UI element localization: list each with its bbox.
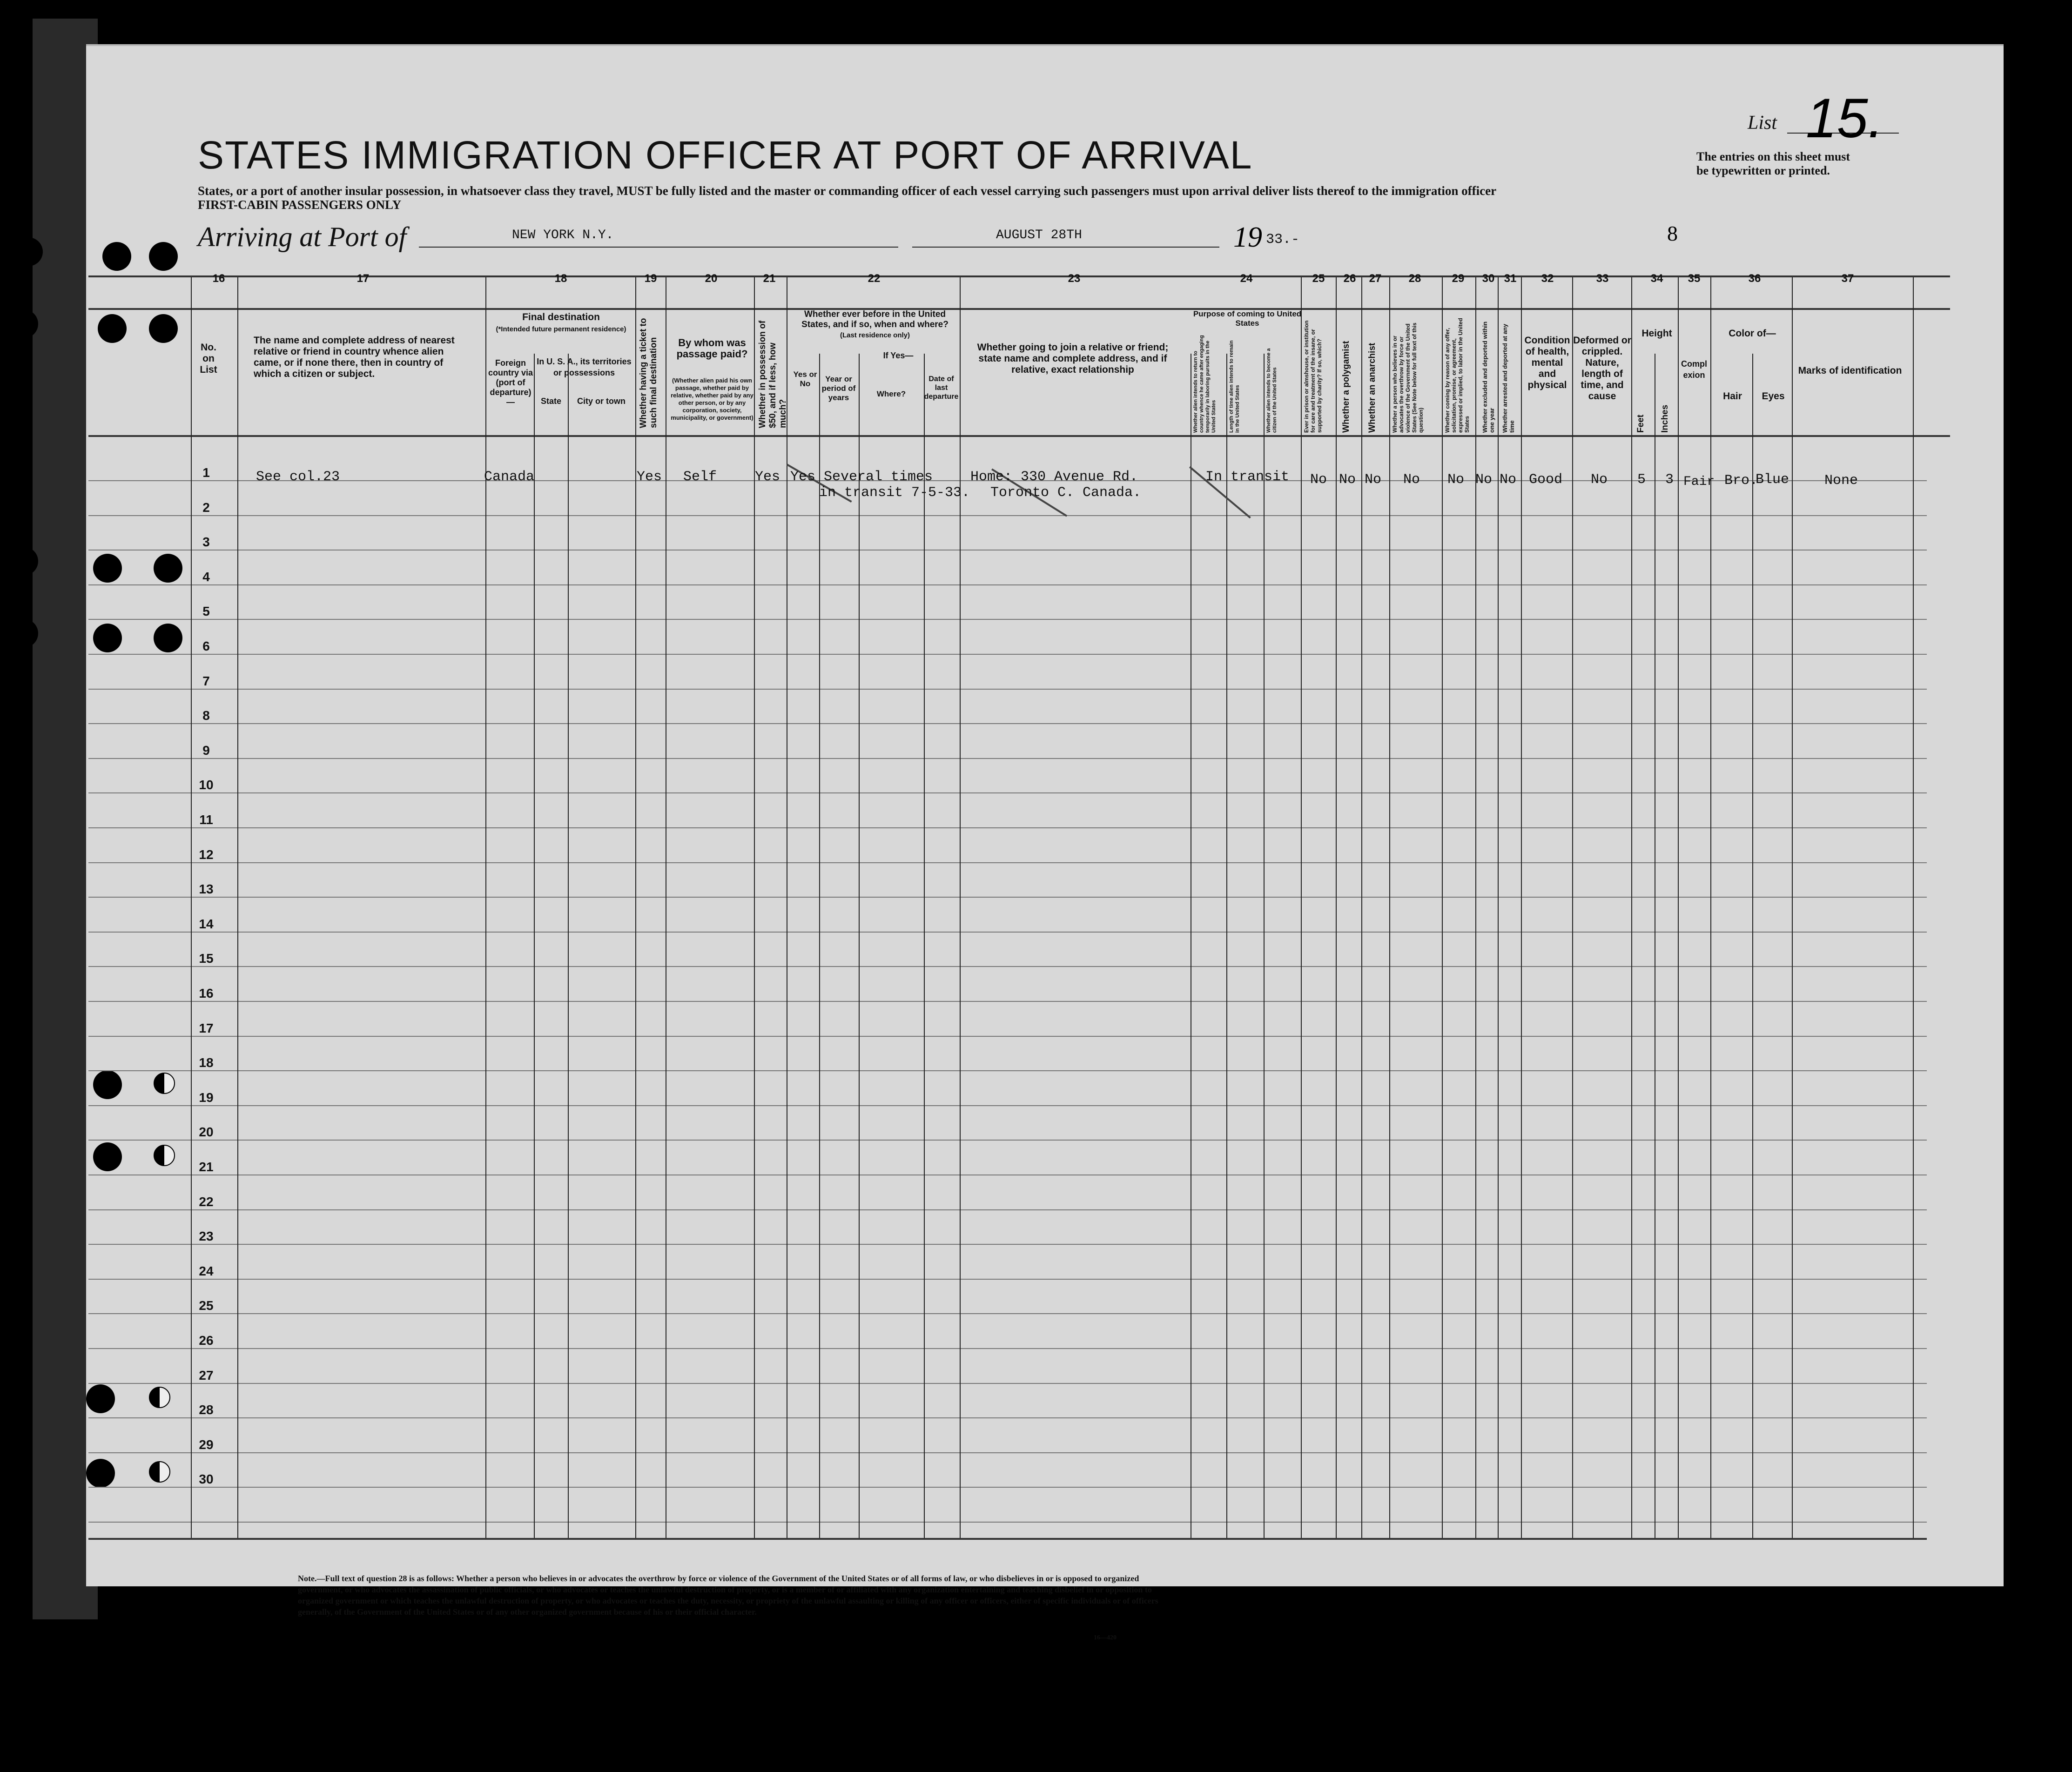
row-rule (88, 1279, 1927, 1280)
row-rule (88, 1209, 1927, 1210)
header-hair: Hair (1723, 391, 1742, 402)
row-number: 4 (202, 570, 210, 584)
row-number: 14 (199, 917, 214, 931)
entry-period-line-1: Several times (824, 469, 933, 485)
header-year-period: Year or period of years (821, 375, 856, 402)
binder-hole (9, 309, 38, 338)
row-rule (88, 1001, 1927, 1002)
row-rule (88, 966, 1927, 967)
entry-eyes: Blue (1756, 472, 1789, 488)
column-number: 23 (1068, 272, 1081, 285)
row-rule (88, 1140, 1927, 1141)
entry-period-line-2: in transit 7-5-33. (819, 485, 970, 501)
row-number: 8 (202, 708, 210, 723)
column-rule (1389, 277, 1390, 1538)
final-destination-label: Final destination (522, 312, 600, 322)
arrival-year: 33.- (1266, 232, 1300, 248)
row-rule (88, 1313, 1927, 1314)
row-number: 28 (199, 1403, 214, 1417)
header-ever-before (791, 309, 959, 341)
binder-hole (149, 314, 178, 343)
header-q30: Whether excluded and deported within one year (1481, 321, 1495, 433)
port-underline (419, 247, 898, 248)
row-rule (88, 1348, 1927, 1349)
row-number: 23 (199, 1229, 214, 1243)
row-rule (88, 584, 1927, 585)
row-rule (88, 792, 1927, 793)
column-rule (1301, 277, 1302, 1538)
row-rule (88, 619, 1927, 620)
port-of-arrival: NEW YORK N.Y. (512, 228, 614, 242)
arrival-date: AUGUST 28TH (996, 228, 1082, 242)
column-number: 18 (554, 272, 567, 285)
binder-hole (93, 1142, 122, 1171)
column-rule (534, 354, 535, 1538)
column-number: 32 (1541, 272, 1554, 285)
entry-fifty-dollars: Yes (755, 469, 780, 485)
binder-hole (149, 1461, 170, 1483)
header-condition: Condition of health, mental and physical (1524, 335, 1570, 390)
entry-inches: 3 (1665, 472, 1674, 488)
column-number: 30 (1482, 272, 1495, 285)
column-rule (754, 277, 755, 1538)
ever-before-label: Whether ever before in the United States, and if so, when and where? (801, 309, 949, 329)
entry-deformed: No (1591, 472, 1608, 488)
row-rule (88, 654, 1927, 655)
column-rule (1361, 277, 1362, 1538)
header-q31: Whether arrested and deported at any time (1501, 323, 1515, 433)
date-underline (912, 247, 1219, 248)
page-title: STATES IMMIGRATION OFFICER AT PORT OF ARRIVAL (198, 133, 1253, 177)
row-number: 13 (199, 882, 214, 896)
column-rule (1226, 354, 1227, 1538)
column-rule (1572, 277, 1573, 1538)
binder-hole (154, 624, 182, 652)
list-number: 15. (1806, 87, 1884, 149)
binder-hole (154, 1145, 175, 1166)
header-q28: Whether a person who believes in or advocates the overthrow by force or violence of the Government of the United States (See Note below for full text of this question) (1392, 322, 1424, 433)
binder-hole (102, 242, 131, 271)
row-rule (88, 897, 1927, 898)
column-number: 31 (1504, 272, 1517, 285)
column-rule (1336, 277, 1337, 1538)
header-yes-no: Yes or No (793, 370, 817, 388)
header-in-usa: In U. S. A., its territories or possessions (537, 357, 632, 377)
arriving-label: Arriving at Port of (198, 222, 407, 252)
header-inches: Inches (1660, 404, 1670, 433)
column-number: 33 (1596, 272, 1609, 285)
column-rule (1264, 354, 1265, 1538)
column-number: 36 (1748, 272, 1761, 285)
typewritten-note (1696, 150, 1850, 178)
column-rule (859, 354, 860, 1538)
column-number: 25 (1312, 272, 1325, 285)
binder-hole (154, 1073, 175, 1094)
entry-q26: No (1339, 472, 1356, 488)
header-fifty-dollars: Whether in possession of $50, and if less, how much? (758, 320, 788, 428)
header-rule (88, 308, 1950, 310)
entry-q30: No (1475, 472, 1493, 488)
footnote-question-28: Note.—Full text of question 28 is as follows: Whether a person who believes in or advocates the overthrow by force or violence of the Government of the United States or of all forms of law, or who disbelieves in or is opposed to organized government, or who advocates the assassination of public officials, or who advocates or teaches the unlawful destruction of property, or is a member of or affiliated with any organization entertaining and teaching disbelief in or opposition to organized government or which teaches the unlawful destruction of property, or who advocates or teaches the duty, necessity, or propriety of the unlawful assaulting or killing of any officer or officers, either of specific individuals or of officers generally, of the Government of the United States or of any other organized government because of his or their official character. (298, 1574, 1158, 1617)
entry-foreign-country: Canada (484, 469, 535, 485)
entry-hair: Bro. (1724, 473, 1758, 489)
entry-marks: None (1824, 473, 1858, 489)
column-rule (1752, 354, 1753, 1538)
entry-feet: 5 (1637, 472, 1646, 488)
row-rule (88, 1487, 1927, 1488)
row-rule (88, 1070, 1927, 1071)
entry-q27: No (1365, 472, 1382, 488)
row-rule (88, 1244, 1927, 1245)
row-number: 17 (199, 1021, 214, 1035)
binder-hole (86, 1384, 115, 1413)
entry-passage: Self (683, 469, 717, 485)
entry-q31: No (1500, 472, 1517, 488)
row-number: 1 (202, 465, 210, 480)
row-rule (88, 932, 1927, 933)
row-number: 25 (199, 1298, 214, 1313)
column-rule (1498, 277, 1499, 1538)
year-prefix: 19 (1233, 222, 1262, 253)
header-purpose-a: Whether alien intends to return to country whence he came after engaging temporarily in laboring pursuits in the United States (1193, 335, 1217, 433)
binder-hole (9, 619, 38, 648)
header-anarchist: Whether an anarchist (1367, 342, 1377, 433)
column-rule (485, 277, 486, 1538)
row-rule (88, 723, 1927, 724)
binder-hole (86, 1459, 115, 1488)
header-passage-note: (Whether alien paid his own passage, whether paid by relative, whether paid by any other person, or by any corporation, society, municipality, or government) (671, 377, 753, 421)
row-number: 21 (199, 1160, 214, 1174)
row-number: 18 (199, 1055, 214, 1070)
header-date-departure: Date of last departure (924, 375, 959, 401)
last-residence-note: (Last residence only) (840, 331, 910, 339)
column-number: 19 (644, 272, 657, 285)
row-rule (88, 515, 1927, 516)
row-rule (88, 827, 1927, 828)
column-rule (568, 354, 569, 1538)
column-rule (819, 354, 820, 1538)
row-rule (88, 758, 1927, 759)
entry-q29: No (1447, 472, 1465, 488)
binder-hole (98, 314, 127, 343)
row-number: 6 (202, 639, 210, 653)
list-label: List (1748, 112, 1777, 134)
column-rule (191, 277, 192, 1538)
header-prison: Ever in prison or almshouse, or institution for care and treatment of the insane, or supported by charity? If so, which? (1303, 320, 1323, 433)
header-if-yes: If Yes— (883, 351, 914, 360)
binder-hole (149, 242, 178, 271)
row-number: 2 (202, 500, 210, 515)
entry-purpose: In transit (1205, 469, 1290, 485)
row-number: 26 (199, 1333, 214, 1348)
row-number: 7 (202, 674, 210, 688)
column-rule (1710, 277, 1711, 1538)
header-complexion: Complexion (1681, 359, 1707, 380)
row-number: 5 (202, 604, 210, 618)
column-number: 16 (212, 272, 225, 285)
row-number: 19 (199, 1090, 214, 1105)
row-number: 22 (199, 1195, 214, 1209)
entry-q28: No (1403, 472, 1420, 488)
header-color-of: Color of— (1729, 328, 1776, 339)
row-rule (88, 1522, 1927, 1523)
row-number: 3 (202, 535, 210, 549)
column-number: 35 (1688, 272, 1701, 285)
header-instruction: States, or a port of another insular possession, in whatsoever class they travel, MUST be fully listed and the master or commanding officer of each vessel carrying such passengers must upon arrival deliver lists thereof to the immigration officer (198, 184, 1497, 198)
header-bottom-rule (88, 435, 1950, 437)
column-rule (1913, 277, 1914, 1538)
manifest-sheet-number: 8 (1667, 222, 1678, 245)
header-where: Where? (876, 389, 906, 398)
row-rule (88, 1452, 1927, 1453)
column-rule (1792, 277, 1793, 1538)
row-rule (88, 1105, 1927, 1106)
header-deformed: Deformed or crippled. Nature, length of time, and cause (1573, 335, 1631, 402)
header-polygamist: Whether a polygamist (1341, 341, 1351, 433)
column-number: 34 (1650, 272, 1663, 285)
header-marks: Marks of identification (1798, 365, 1902, 376)
row-rule (88, 689, 1927, 690)
header-passage-paid: By whom was passage paid? (676, 337, 748, 360)
header-state: State (540, 396, 561, 406)
entry-condition: Good (1529, 472, 1563, 488)
binder-hole (154, 554, 182, 583)
binder-hole (93, 624, 122, 652)
column-rule (1442, 277, 1443, 1538)
header-city: City or town (577, 396, 626, 406)
header-ticket: Whether having a ticket to such final destination (639, 318, 659, 428)
column-rule (960, 277, 961, 1538)
row-rule (88, 862, 1927, 863)
header-eyes: Eyes (1762, 391, 1785, 402)
column-rule (1678, 277, 1679, 1538)
row-number: 30 (199, 1472, 214, 1486)
row-number: 10 (199, 778, 214, 792)
row-rule (88, 1383, 1927, 1384)
entry-ever-before: Yes (790, 469, 816, 485)
final-destination-note: (*Intended future permanent residence) (496, 325, 626, 333)
binder-hole (149, 1387, 170, 1408)
header-q29: Whether coming by reason of any offer, solicitation, promise, or agreement, expressed or implied, to labor in the United States (1444, 318, 1470, 433)
header-feet: Feet (1636, 414, 1646, 433)
header-height: Height (1641, 328, 1672, 339)
header-purpose: Purpose of coming to United States (1193, 309, 1302, 328)
column-number: 17 (357, 272, 370, 285)
binder-hole (9, 547, 38, 576)
column-rule (1475, 277, 1476, 1538)
column-rule (635, 277, 636, 1538)
row-number: 15 (199, 951, 214, 966)
header-final-destination (488, 312, 634, 335)
column-number: 22 (868, 272, 881, 285)
row-rule (88, 1417, 1927, 1418)
header-nearest-relative: The name and complete address of nearest relative or friend in country whence alien came, or if none there, then in country of which a citizen or subject. (254, 335, 455, 379)
entry-ticket: Yes (637, 469, 662, 485)
entry-complexion: Fair (1683, 475, 1715, 489)
header-foreign-country: Foreign country via (port of departure)— (488, 358, 533, 407)
column-number: 28 (1408, 272, 1421, 285)
row-number: 9 (202, 743, 210, 758)
note-line-2: be typewritten or printed. (1696, 164, 1830, 177)
header-purpose-c: Whether alien intends to become a citizen of the United States (1266, 348, 1278, 433)
row-number: 20 (199, 1125, 214, 1139)
row-number: 12 (199, 847, 214, 862)
column-number: 29 (1452, 272, 1465, 285)
column-number: 21 (763, 272, 776, 285)
entry-nearest-relative: See col.23 (256, 469, 340, 485)
entry-join-line-2: Toronto C. Canada. (990, 485, 1142, 501)
column-number: 26 (1343, 272, 1356, 285)
column-rule (1631, 277, 1632, 1538)
column-number: 27 (1369, 272, 1382, 285)
row-number: 24 (199, 1264, 214, 1278)
row-number: 16 (199, 986, 214, 1000)
binder-hole (93, 554, 122, 583)
column-rule (237, 277, 238, 1538)
column-number: 20 (705, 272, 718, 285)
row-number: 11 (199, 812, 213, 827)
entry-join-line-1: Home: 330 Avenue Rd. (970, 469, 1138, 485)
header-class-note: FIRST-CABIN PASSENGERS ONLY (198, 198, 402, 212)
row-rule (88, 1036, 1927, 1037)
header-no-on-list: No. on List (200, 342, 217, 375)
header-purpose-b: Length of time alien intends to remain in the United States (1229, 340, 1240, 433)
header-going-to-join: Whether going to join a relative or friend; state name and complete address, and if relative, exact relationship (977, 342, 1169, 375)
column-number: 37 (1841, 272, 1854, 285)
binder-hole (93, 1070, 122, 1099)
binder-hole (14, 237, 43, 266)
column-rule (924, 354, 925, 1538)
row-number: 27 (199, 1368, 214, 1383)
column-rule (1521, 277, 1522, 1538)
column-number: 24 (1240, 272, 1253, 285)
note-line-1: The entries on this sheet must (1696, 150, 1850, 163)
entry-q25: No (1310, 472, 1327, 488)
row-number: 29 (199, 1437, 214, 1452)
form-number: 16—420 (1094, 1634, 1117, 1641)
table-bottom-rule (88, 1538, 1927, 1540)
